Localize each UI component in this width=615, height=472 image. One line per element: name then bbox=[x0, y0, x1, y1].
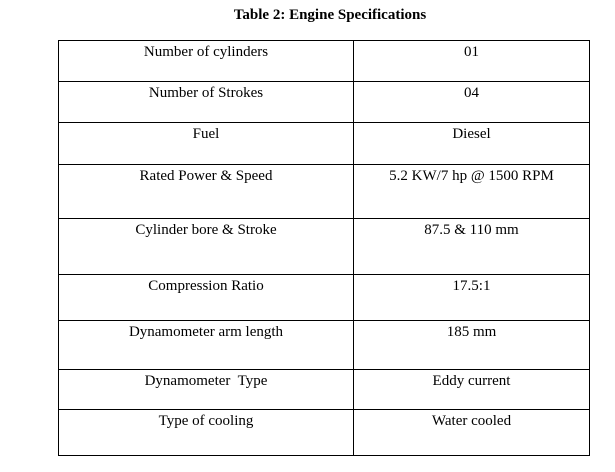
spec-value: Eddy current bbox=[354, 370, 590, 410]
spec-value: 87.5 & 110 mm bbox=[354, 219, 590, 275]
spec-value: 01 bbox=[354, 41, 590, 82]
spec-value: 04 bbox=[354, 82, 590, 123]
spec-value: Diesel bbox=[354, 123, 590, 165]
spec-label: Rated Power & Speed bbox=[59, 165, 354, 219]
spec-label: Compression Ratio bbox=[59, 275, 354, 321]
table-row bbox=[59, 41, 590, 82]
spec-label: Number of cylinders bbox=[59, 41, 354, 82]
spec-value: 5.2 KW/7 hp @ 1500 RPM bbox=[354, 165, 590, 219]
table-row bbox=[59, 82, 590, 123]
spec-label: Cylinder bore & Stroke bbox=[59, 219, 354, 275]
spec-value: Water cooled bbox=[354, 410, 590, 456]
table-row bbox=[59, 410, 590, 456]
table-row bbox=[59, 275, 590, 321]
spec-value: 17.5:1 bbox=[354, 275, 590, 321]
table-row bbox=[59, 321, 590, 370]
table-row bbox=[59, 370, 590, 410]
engine-specifications-table bbox=[58, 40, 590, 456]
spec-label: Dynamometer Type bbox=[59, 370, 354, 410]
spec-value: 185 mm bbox=[354, 321, 590, 370]
table-row bbox=[59, 123, 590, 165]
table-row bbox=[59, 219, 590, 275]
spec-label: Type of cooling bbox=[59, 410, 354, 456]
spec-label: Number of Strokes bbox=[59, 82, 354, 123]
table-title: Table 2: Engine Specifications bbox=[233, 7, 427, 23]
table-row bbox=[59, 165, 590, 219]
spec-label: Dynamometer arm length bbox=[59, 321, 354, 370]
spec-label: Fuel bbox=[59, 123, 354, 165]
